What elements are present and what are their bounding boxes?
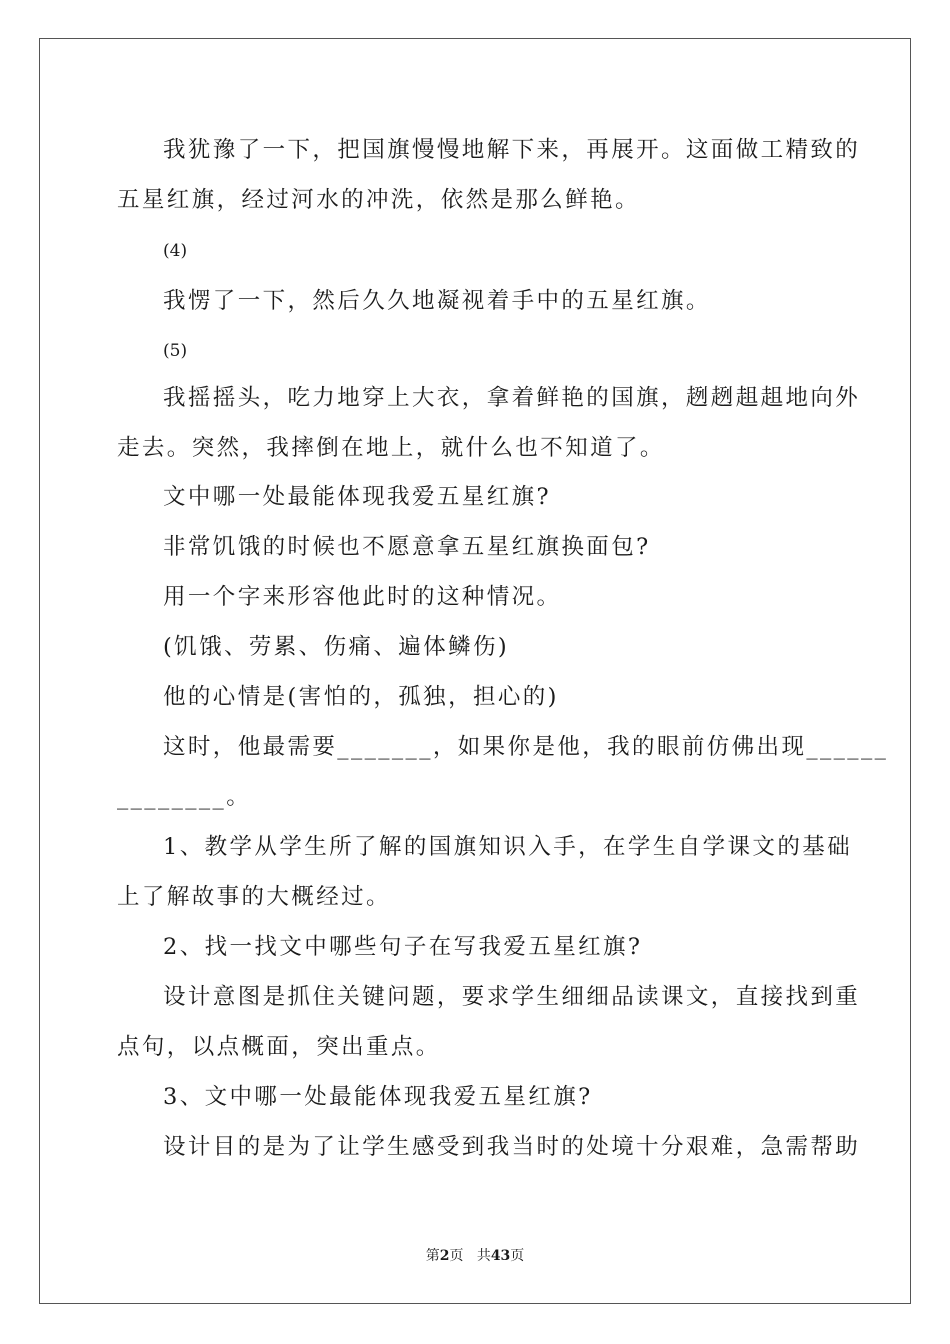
- page-border: [39, 38, 911, 1304]
- paragraph-line: (饥饿、劳累、伤痛、遍体鳞伤): [163, 634, 510, 660]
- footer-page-suffix: 页: [449, 1248, 464, 1264]
- paragraph-line: 文中哪一处最能体现我爱五星红旗?: [163, 484, 551, 510]
- paragraph-line: 他的心情是(害怕的，孤独，担心的): [163, 684, 559, 710]
- paragraph-line: 3、文中哪一处最能体现我爱五星红旗?: [163, 1084, 593, 1110]
- paragraph-line: 1、教学从学生所了解的国旗知识入手，在学生自学课文的基础: [163, 834, 853, 860]
- paragraph-line: 我犹豫了一下，把国旗慢慢地解下来，再展开。这面做工精致的: [163, 137, 861, 163]
- footer-total-prefix: 共: [476, 1248, 491, 1264]
- page-number: 2: [439, 1248, 450, 1264]
- paragraph-line: (5): [163, 341, 188, 361]
- paragraph-line: 这时，他最需要_______，如果你是他，我的眼前仿佛出现______: [163, 734, 889, 760]
- paragraph-line: ________。: [117, 784, 252, 810]
- paragraph-line: 设计目的是为了让学生感受到我当时的处境十分艰难，急需帮助: [163, 1134, 861, 1160]
- paragraph-line: 点句，以点概面，突出重点。: [117, 1034, 441, 1060]
- footer-prefix: 第: [425, 1248, 440, 1264]
- paragraph-line: 设计意图是抓住关键问题，要求学生细细品读课文，直接找到重: [163, 984, 861, 1010]
- paragraph-line: 走去。突然，我摔倒在地上，就什么也不知道了。: [117, 435, 665, 461]
- paragraph-line: 2、找一找文中哪些句子在写我爱五星红旗?: [163, 934, 643, 960]
- page-footer: [0, 1247, 950, 1265]
- paragraph-line: 五星红旗，经过河水的冲洗，依然是那么鲜艳。: [117, 187, 640, 213]
- paragraph-line: 上了解故事的大概经过。: [117, 884, 391, 910]
- paragraph-line: (4): [163, 241, 188, 261]
- paragraph-line: 我摇摇头，吃力地穿上大衣，拿着鲜艳的国旗，趔趔趄趄地向外: [163, 385, 861, 411]
- paragraph-line: 非常饥饿的时候也不愿意拿五星红旗换面包?: [163, 534, 651, 560]
- paragraph-line: 我愣了一下，然后久久地凝视着手中的五星红旗。: [163, 288, 711, 314]
- footer-total-suffix: 页: [510, 1248, 525, 1264]
- paragraph-line: 用一个字来形容他此时的这种情况。: [163, 584, 562, 610]
- total-pages: 43: [490, 1248, 511, 1264]
